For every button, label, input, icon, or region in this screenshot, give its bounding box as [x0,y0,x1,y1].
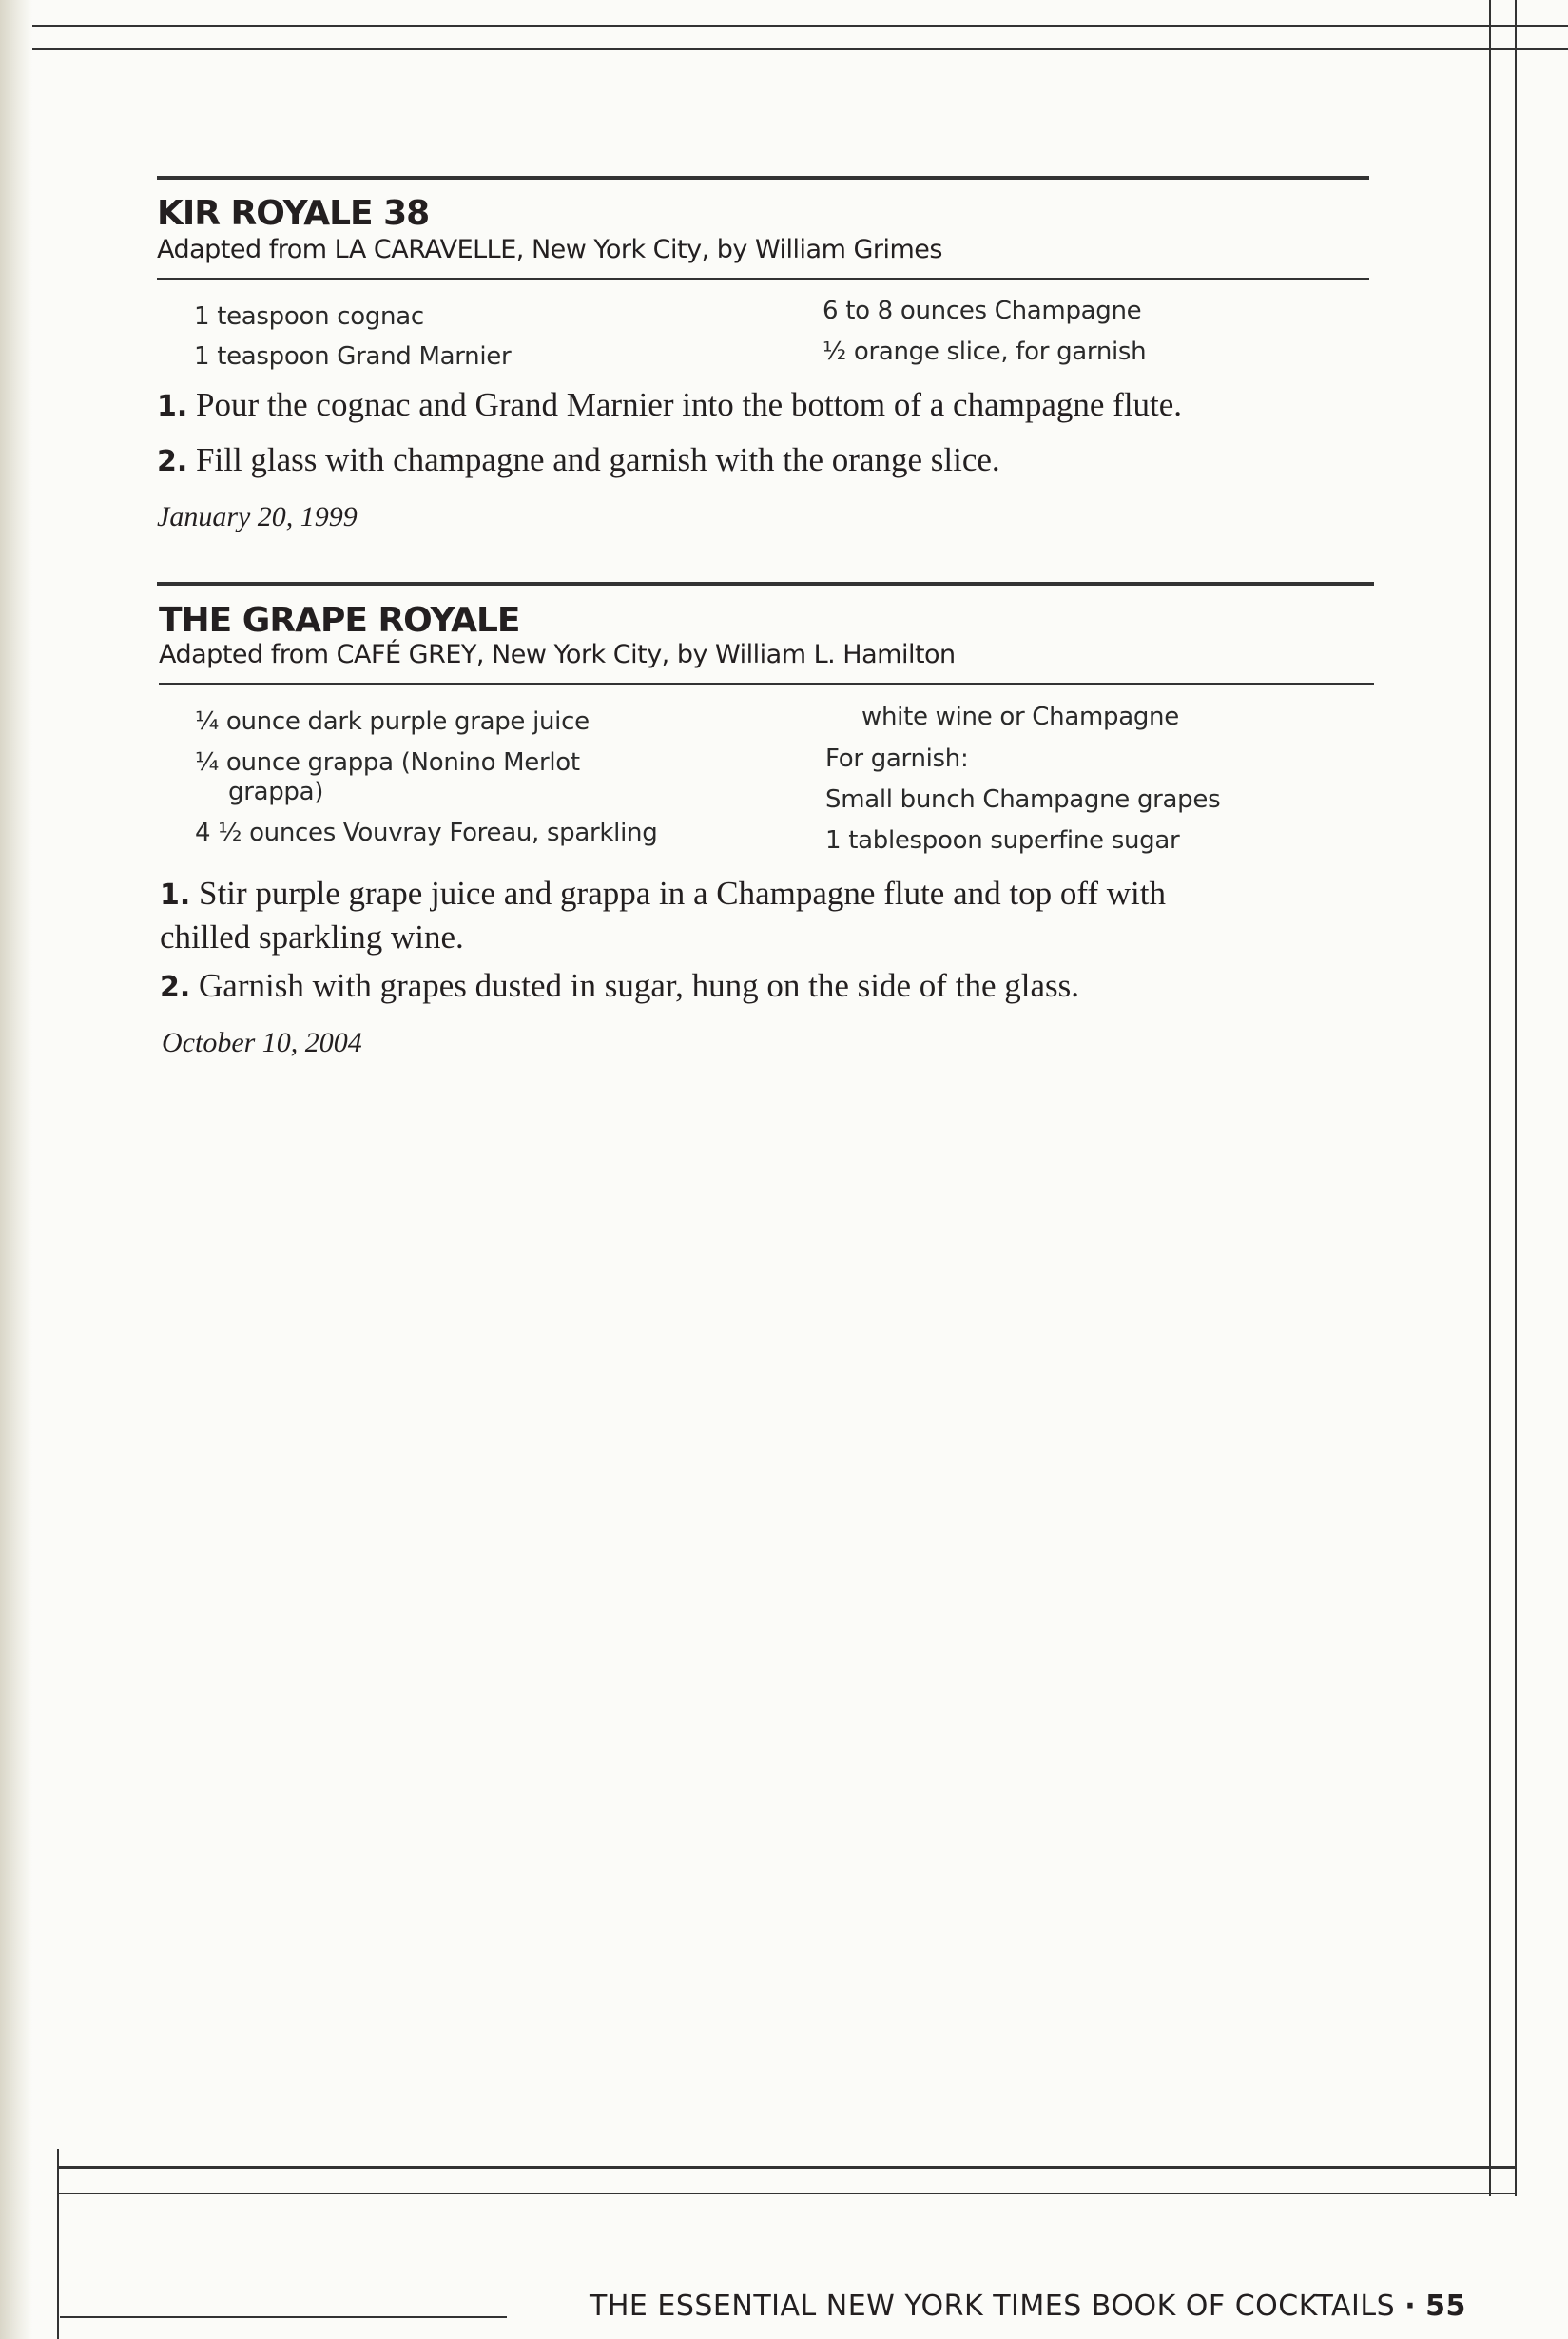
frame-left-rule [57,2149,59,2339]
footer-separator: · [1404,2290,1417,2323]
step-text: Pour the cognac and Grand Marnier into the bottom of a champagne flute. [196,386,1183,423]
recipe-2-step-1 [160,873,1166,958]
recipe-1-source-rule [157,278,1369,280]
ingredient: ½ orange slice, for garnish [823,338,1147,366]
recipe-2-step-2 [160,967,1079,1005]
recipe-1-date: January 20, 1999 [157,501,358,532]
step-text: Fill glass with champagne and garnish with the orange slice. [196,441,1000,478]
frame-bottom-rule-inner [57,2193,1515,2194]
running-footer [590,2290,1466,2323]
frame-right-rule [1489,0,1491,2196]
step-text: Stir purple grape juice and grappa in a Champagne flute and top off with [199,875,1166,912]
recipe-1-step-1 [157,386,1182,424]
recipe-1-step-2 [157,441,1000,479]
ingredient: ¼ ounce dark purple grape juice [195,707,590,736]
recipe-2-date: October 10, 2004 [162,1027,362,1058]
ingredient: white wine or Champagne [861,703,1179,731]
book-title: THE ESSENTIAL NEW YORK TIMES BOOK OF COCKTAILS [590,2290,1396,2323]
ingredient: 1 tablespoon superfine sugar [825,826,1180,855]
ingredient: 4 ½ ounces Vouvray Foreau, sparkling [195,819,658,847]
step-text-continued: chilled sparkling wine. [160,918,464,956]
step-number: 1. [157,390,188,423]
ingredient: ¼ ounce grappa (Nonino Merlot [195,748,580,777]
recipe-1-top-rule [157,176,1369,180]
page-number: 55 [1425,2290,1466,2323]
step-number: 2. [160,971,191,1004]
step-number: 2. [157,445,188,478]
ingredient: grappa) [228,778,324,806]
recipe-2-top-rule [157,582,1374,586]
recipe-1-source: Adapted from LA CARAVELLE, New York City, by William Grimes [157,235,942,264]
step-number: 1. [160,879,191,912]
frame-top-rule-inner [32,48,1568,50]
frame-top-rule [32,25,1568,27]
ingredient: 1 teaspoon Grand Marnier [194,342,512,371]
ingredient: 1 teaspoon cognac [194,302,424,331]
recipe-1-title: KIR ROYALE 38 [157,194,430,233]
frame-right-rule-outer [1515,0,1517,2196]
page-gutter-shadow [0,0,32,2339]
ingredient: Small bunch Champagne grapes [825,785,1221,814]
recipe-2-source-rule [159,683,1374,685]
step-text: Garnish with grapes dusted in sugar, hung on the side of the glass. [199,967,1079,1004]
ingredient: 6 to 8 ounces Champagne [823,297,1142,325]
recipe-2-title: THE GRAPE ROYALE [159,601,520,640]
ingredient: For garnish: [825,744,969,773]
footer-rule [60,2316,507,2318]
frame-bottom-rule [57,2166,1515,2169]
recipe-2-source: Adapted from CAFÉ GREY, New York City, by William L. Hamilton [159,640,956,669]
